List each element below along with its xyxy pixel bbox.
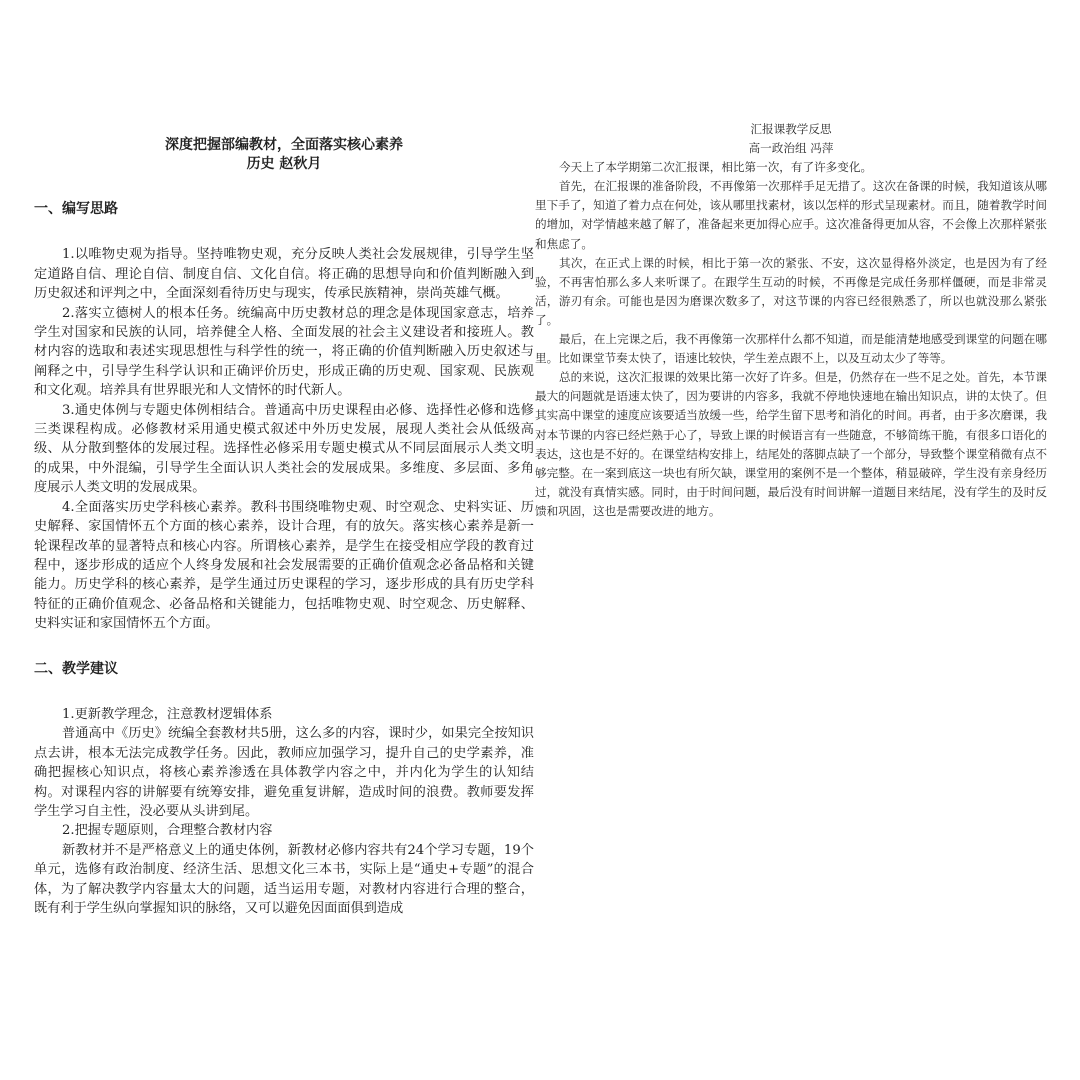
right-article — [535, 120, 1047, 521]
paragraph: 4.全面落实历史学科核心素养。教科书围绕唯物史观、时空观念、史料实证、历史解释、家国情怀五个方面的核心素养，设计合理，有的放矢。落实核心素养是新一轮课程改革的显著特点和核心内容。所谓核心素养，是学生在接受相应学段的教育过程中，逐步形成的适应个人终身发展和社会发展需要的正确价值观念必备品格和关键能力。历史学科的核心素养，是学生通过历史课程的学习，逐步形成的具有历史学科特征的正确价值观念、必备品格和关键能力，包括唯物史观、时空观念、历史解释、史料实证和家国情怀五个方面。 — [34, 499, 534, 632]
section-heading-teaching-suggestions: 二、教学建议 — [34, 660, 118, 677]
paragraph: 3.通史体例与专题史体例相结合。普通高中历史课程由必修、选择性必修和选修三类课程构成。必修教材采用通史模式叙述中外历史发展，展现人类社会从低级高级、从分散到整体的发展过程。选择性必修采用专题史模式从不同层面展示人类文明的成果，中外混编，引导学生全面认识人类社会的发展成果。多维度、多层面、多角度展示人类文明的发展成果。 — [34, 402, 534, 496]
paragraph: 普通高中《历史》统编全套教材共5册，这么多的内容，课时少，如果完全按知识点去讲，根本无法完成教学任务。因此，教师应加强学习，提升自己的史学素养，准确把握核心知识点，将核心素养渗透在具体教学内容之中，并内化为学生的认知结构。对课程内容的讲解要有统筹安排，避免重复讲解，造成时间的浪费。教师要发挥学生学习自主性，没必要从头讲到尾。 — [34, 726, 534, 819]
paragraph: 首先，在汇报课的准备阶段，不再像第一次那样手足无措了。这次在备课的时候，我知道该从哪里下手了，知道了着力点在何处，该从哪里找素材，该以怎样的形式呈现素材。而且，随着教学时间的增加，对学情越来越了解了，准备起来更加得心应手。这次准备得更加从容，不会像上次那样紧张和焦虑了。 — [535, 179, 1047, 251]
paragraph: 1.以唯物史观为指导。坚持唯物史观，充分反映人类社会发展规律，引导学生坚定道路自信、理论自信、制度自信、文化自信。将正确的思想导向和价值判断融入到历史叙述和评判之中，全面深刻看待历史与现实，传承民族精神，崇尚英雄气概。 — [34, 247, 534, 302]
reflection-author: 高一政治组 冯萍 — [748, 141, 834, 156]
left-article — [34, 136, 534, 918]
paragraph: 最后，在上完课之后，我不再像第一次那样什么都不知道，而是能清楚地感受到课堂的问题在哪里。比如课堂节奏太快了，语速比较快，学生差点跟不上，以及互动太少了等等。 — [535, 332, 1047, 366]
paragraph: 今天上了本学期第二次汇报课，相比第一次，有了许多变化。 — [559, 160, 873, 175]
article-title: 深度把握部编教材，全面落实核心素养 — [165, 137, 403, 153]
paragraph: 新教材并不是严格意义上的通史体例，新教材必修内容共有24个学习专题，19个单元，选修有政治制度、经济生活、思想文化三本书，实际上是“通史+专题”的混合体，为了解决教学内容量太大的问题，适当运用专题，对教材内容进行合理的整合，既有利于学生纵向掌握知识的脉络，又可以避免因面面俱到造成 — [34, 842, 534, 916]
paragraph: 2.落实立德树人的根本任务。统编高中历史教材总的理念是体现国家意志，培养学生对国家和民族的认同，培养健全人格、全面发展的社会主义建设者和接班人。教材内容的选取和表述实现思想性与科学性的统一，将正确的价值判断融入历史叙述与阐释之中，引导学生科学认识和正确评价历史，形成正确的历史观、国家观、民族观和文化观。培养具有世界眼光和人文情怀的时代新人。 — [34, 305, 534, 399]
paragraph: 总的来说，这次汇报课的效果比第一次好了许多。但是，仍然存在一些不足之处。首先，本节课最大的问题就是语速太快了，因为要讲的内容多，我就不停地快速地在输出知识点，讲的太快了。但其实高中课堂的速度应该要适当放缓一些，给学生留下思考和消化的时间。再者，由于多次磨课，我对本节课的内容已经烂熟于心了，导致上课的时候语言有一些随意，不够简练干脆，有很多口语化的表达，这也是不好的。在课堂结构安排上，结尾处的落脚点缺了一个部分，导致整个课堂稍微有点不够完整。在一案到底这一块也有所欠缺，课堂用的案例不是一个整体，稍显破碎，学生没有亲身经历过，就没有真情实感。同时，由于时间问题，最后没有时间讲解一道题目来结尾，没有学生的及时反馈和巩固，这也是需要改进的地方。 — [535, 370, 1047, 518]
reflection-title: 汇报课教学反思 — [750, 122, 832, 136]
subheading: 2.把握专题原则，合理整合教材内容 — [62, 823, 273, 839]
section-heading-writing-ideas: 一、编写思路 — [34, 201, 118, 217]
paragraph: 其次，在正式上课的时候，相比于第一次的紧张、不安，这次显得格外淡定，也是因为有了经验，不再害怕那么多人来听课了。在跟学生互动的时候，不再像是完成任务那样僵硬，而是非常灵活，游刃有余。可能也是因为磨课次数多了，对这节课的内容已经很熟悉了，所以也就没那么紧张了。 — [535, 255, 1047, 327]
article-author: 历史 赵秋月 — [246, 156, 322, 172]
subheading: 1.更新教学理念，注意教材逻辑体系 — [62, 706, 273, 722]
